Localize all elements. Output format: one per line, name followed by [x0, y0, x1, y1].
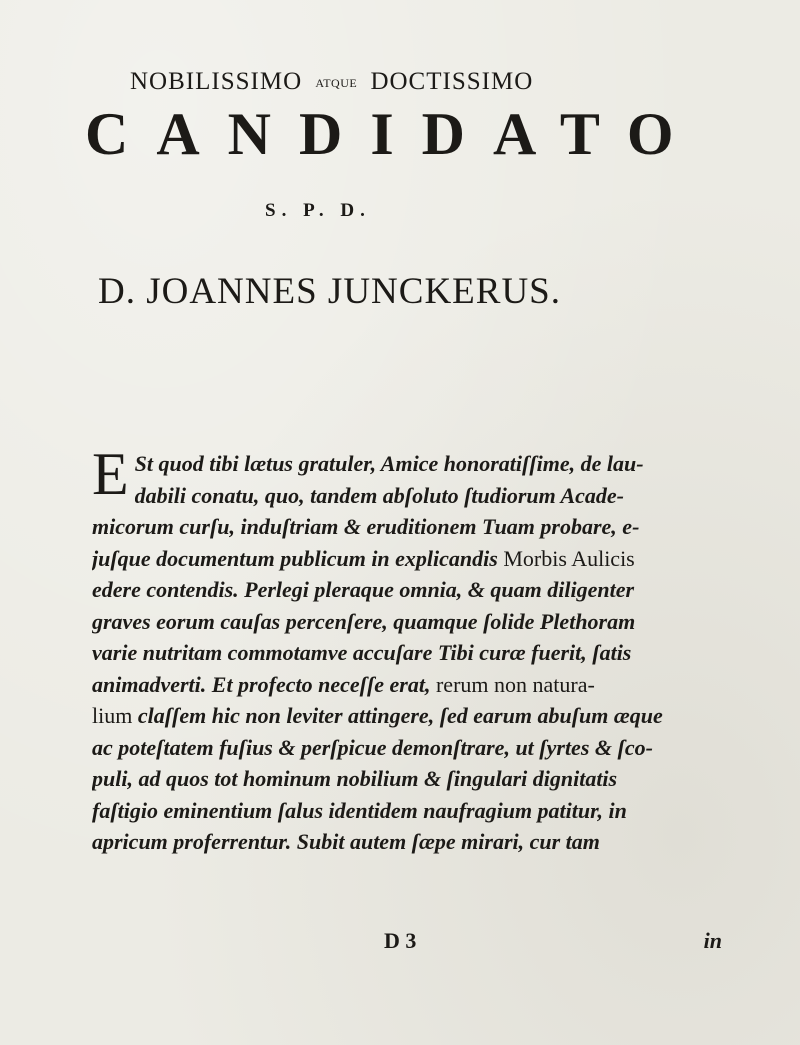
- author-name: D. JOANNES JUNCKERUS.: [98, 271, 561, 312]
- dedication-line: [130, 68, 670, 96]
- body-line: [92, 700, 722, 732]
- page-footer: [92, 928, 722, 958]
- body-line: [92, 826, 722, 858]
- body-line: [92, 574, 722, 606]
- dedication-connector: ATQUE: [315, 75, 358, 90]
- body-line: [135, 480, 722, 512]
- body-line: [92, 669, 722, 701]
- drop-cap: E: [92, 441, 129, 507]
- body-line-segment: faſtigio eminentium ſalus identidem naufragium patitur, in: [92, 797, 627, 823]
- dedication-part1: NOBILISSIMO: [130, 68, 303, 95]
- body-line-segment: rerum non natura-: [435, 671, 595, 697]
- letter-body: [92, 441, 722, 858]
- body-line: [92, 637, 722, 669]
- body-line: [92, 543, 722, 575]
- body-line-segment: micorum curſu, induſtriam & eruditionem Tuam probare, e-: [92, 514, 640, 539]
- body-line: [92, 511, 722, 543]
- body-line-segment: edere contendis. Perlegi pleraque omnia, & quam diligenter: [92, 577, 635, 602]
- body-line: [92, 732, 722, 764]
- body-line-segment: graves eorum cauſas percenſere, quamque ſolide Plethoram: [92, 608, 636, 634]
- body-line: [92, 795, 722, 827]
- dedication-part2: DOCTISSIMO: [370, 68, 534, 95]
- body-line-segment: puli, ad quos tot hominum nobilium & ſingulari dignitatis: [92, 766, 618, 791]
- salutation: S. P. D.: [265, 200, 371, 221]
- body-line-segment: ac poteſtatem fuſius & perſpicue demonſtrare, ut ſyrtes & ſco-: [92, 734, 653, 760]
- body-line: [92, 606, 722, 638]
- signature-mark: D 3: [384, 928, 417, 953]
- page-title: CANDIDATO: [85, 101, 702, 167]
- body-line-segment: dabili conatu, quo, tandem abſoluto ſtudiorum Acade-: [134, 482, 624, 508]
- body-line-segment: apricum proferrentur. Subit autem ſæpe mirari, cur tam: [92, 829, 600, 854]
- body-line: [135, 448, 722, 480]
- body-line-segment: St quod tibi lætus gratuler, Amice honoratiſſime, de lau-: [134, 451, 644, 476]
- body-line-segment: varie nutritam commotamve accuſare Tibi curæ fuerit, ſatis: [92, 640, 632, 665]
- body-line-segment: juſque documentum publicum in explicandis: [92, 545, 504, 571]
- body-line-segment: animadverti. Et profecto neceſſe erat,: [92, 671, 436, 697]
- body-line-segment: lium: [92, 703, 138, 728]
- body-line-segment: Morbis Aulicis: [503, 545, 635, 571]
- body-line: [92, 763, 722, 795]
- catchword: in: [703, 928, 722, 953]
- body-line-segment: claſſem hic non leviter attingere, ſed earum abuſum æque: [137, 703, 663, 728]
